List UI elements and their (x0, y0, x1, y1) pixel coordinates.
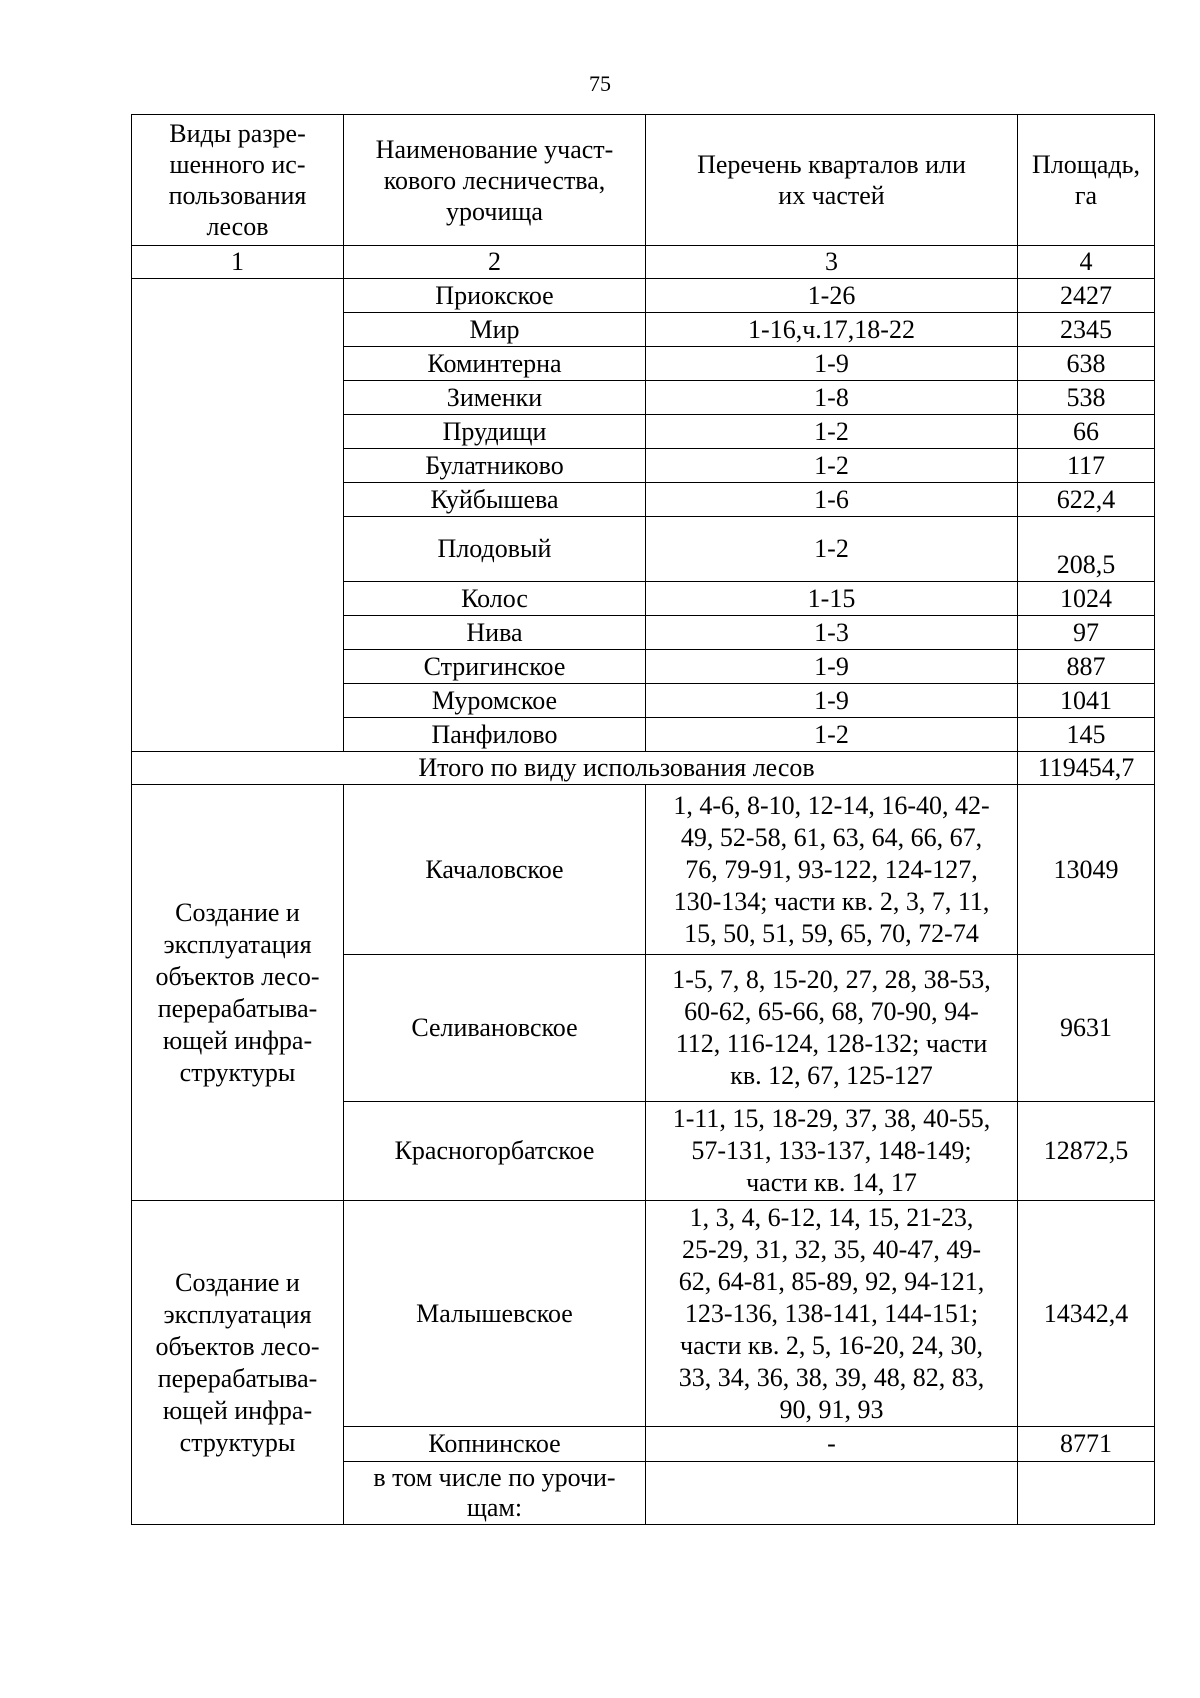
area: 2427 (1018, 279, 1155, 313)
quarters: 1-26 (646, 279, 1018, 313)
total-label: Итого по виду использования лесов (132, 752, 1018, 785)
table-row (132, 785, 1155, 955)
quarters-text: 1-11, 15, 18-29, 37, 38, 40-55, 57-131, 133-137, 148-149; части кв. 14, 17 (672, 1104, 991, 1197)
column-number-2: 2 (344, 246, 646, 279)
header-use-kind (132, 115, 344, 246)
header-area (1018, 115, 1155, 246)
area: 887 (1018, 650, 1155, 684)
quarters: 1-2 (646, 517, 1018, 582)
forestry-name: Качаловское (344, 785, 646, 955)
quarters: 1-9 (646, 650, 1018, 684)
quarters: 1-15 (646, 582, 1018, 616)
area: 12872,5 (1018, 1102, 1155, 1201)
quarters: 1-9 (646, 684, 1018, 718)
page-number: 75 (589, 71, 611, 96)
quarters: 1-2 (646, 449, 1018, 483)
use-kind-cell-empty (132, 279, 344, 752)
quarters-text: 1, 3, 4, 6-12, 14, 15, 21-23, 25-29, 31, 32, 35, 40-47, 49- 62, 64-81, 85-89, 92, 94-121, 123-136, 138-141, 144-151; части кв. 2, 5, 16-20, 24, 30, 33, 34, 36, 38, 39, 48, 82, 83, 90, 91, 93 (678, 1202, 985, 1424)
header-forestry-name-text: Наименование участ- кового лесничества, урочища (375, 134, 614, 226)
area: 1024 (1018, 582, 1155, 616)
area: 2345 (1018, 313, 1155, 347)
area: 117 (1018, 449, 1155, 483)
header-area-text: Площадь, га (1032, 150, 1140, 210)
forestry-name: Муромское (344, 684, 646, 718)
quarters-text: 1-5, 7, 8, 15-20, 27, 28, 38-53, 60-62, 65-66, 68, 70-90, 94- 112, 116-124, 128-132; части кв. 12, 67, 125-127 (672, 965, 991, 1090)
quarters: 1-2 (646, 718, 1018, 752)
area: 638 (1018, 347, 1155, 381)
forestry-name: Коминтерна (344, 347, 646, 381)
header-forestry-name (344, 115, 646, 246)
header-use-kind-text: Виды разре- шенного ис- пользования лесов (168, 119, 307, 241)
quarters: 1-9 (646, 347, 1018, 381)
header-quarters (646, 115, 1018, 246)
quarters (646, 1201, 1018, 1427)
forestry-name: Булатниково (344, 449, 646, 483)
total-value: 119454,7 (1018, 752, 1155, 785)
header-quarters-text: Перечень кварталов или их частей (697, 150, 966, 210)
forestry-name-text: в том числе по урочи- щам: (373, 1463, 616, 1522)
table-row (132, 1201, 1155, 1427)
area: 538 (1018, 381, 1155, 415)
quarters-text: 1, 4-6, 8-10, 12-14, 16-40, 42- 49, 52-58, 61, 63, 64, 66, 67, 76, 79-91, 93-122, 124-127, 130-134; части кв. 2, 3, 7, 11, 15, 50, 51, 59, 65, 70, 72-74 (673, 790, 990, 948)
forestry-name: Колос (344, 582, 646, 616)
quarters (646, 785, 1018, 955)
forestry-name: Селивановское (344, 955, 646, 1102)
area: 145 (1018, 718, 1155, 752)
forestry-name: Панфилово (344, 718, 646, 752)
forestry-name: Куйбышева (344, 483, 646, 517)
quarters: 1-6 (646, 483, 1018, 517)
use-kind-text: Создание и эксплуатация объектов лесо- перерабатыва- ющей инфра- структуры (155, 1267, 320, 1457)
quarters: 1-3 (646, 616, 1018, 650)
area: 13049 (1018, 785, 1155, 955)
use-kind-text: Создание и эксплуатация объектов лесо- перерабатыва- ющей инфра- структуры (155, 897, 320, 1087)
quarters: 1-16,ч.17,18-22 (646, 313, 1018, 347)
area: 1041 (1018, 684, 1155, 718)
quarters (646, 1102, 1018, 1201)
quarters: - (646, 1427, 1018, 1462)
forestry-name: Копнинское (344, 1427, 646, 1462)
forestry-name (344, 1462, 646, 1525)
quarters (646, 1462, 1018, 1525)
column-number-4: 4 (1018, 246, 1155, 279)
forestry-name: Красногорбатское (344, 1102, 646, 1201)
quarters (646, 955, 1018, 1102)
area: 66 (1018, 415, 1155, 449)
forestry-name: Приокское (344, 279, 646, 313)
column-number-3: 3 (646, 246, 1018, 279)
quarters: 1-2 (646, 415, 1018, 449)
quarters: 1-8 (646, 381, 1018, 415)
use-kind-cell (132, 1201, 344, 1525)
use-kind-cell (132, 785, 344, 1201)
table-row (132, 279, 1155, 313)
forestry-name: Прудищи (344, 415, 646, 449)
column-number-1: 1 (132, 246, 344, 279)
forestry-name: Зименки (344, 381, 646, 415)
forestry-name: Стригинское (344, 650, 646, 684)
area: 14342,4 (1018, 1201, 1155, 1427)
area: 8771 (1018, 1427, 1155, 1462)
forestry-name: Плодовый (344, 517, 646, 582)
forestry-name: Малышевское (344, 1201, 646, 1427)
forestry-name: Мир (344, 313, 646, 347)
area: 97 (1018, 616, 1155, 650)
area (1018, 1462, 1155, 1525)
forest-use-table (131, 114, 1155, 1525)
area: 622,4 (1018, 483, 1155, 517)
area: 9631 (1018, 955, 1155, 1102)
forestry-name: Нива (344, 616, 646, 650)
total-row (132, 752, 1155, 785)
area: 208,5 (1018, 517, 1155, 582)
